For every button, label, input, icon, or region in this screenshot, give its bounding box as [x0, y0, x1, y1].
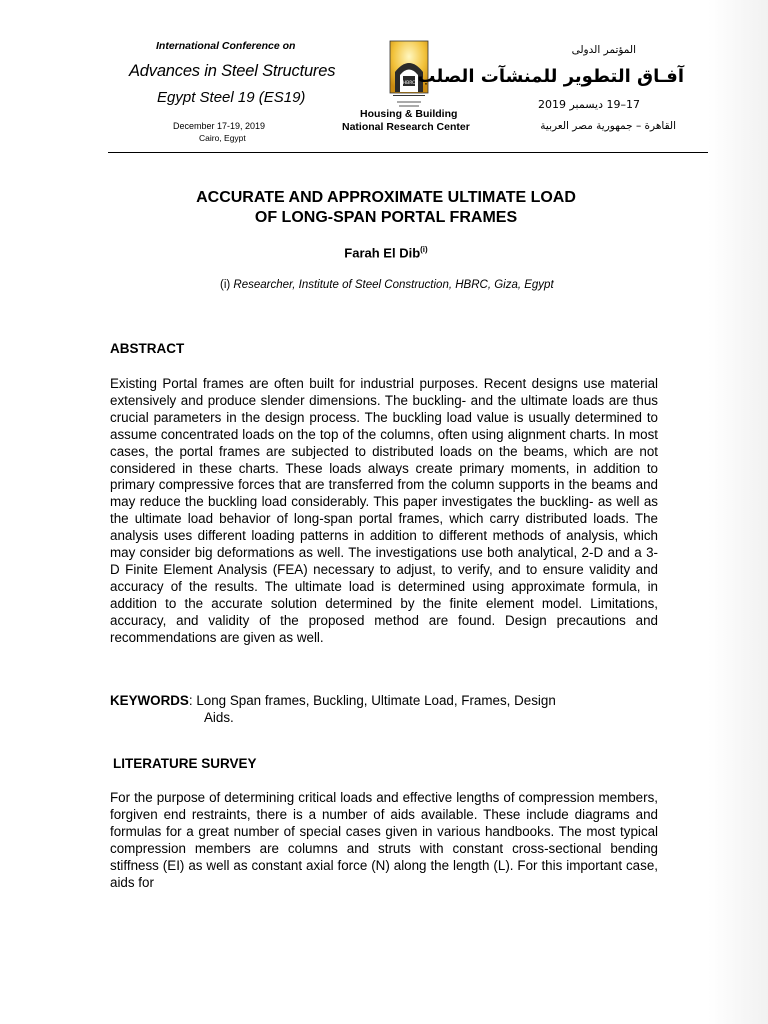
literature-heading: LITERATURE SURVEY [113, 756, 257, 771]
paper-title-line2: OF LONG-SPAN PORTAL FRAMES [254, 209, 518, 226]
arabic-conference-dates: 17–19 ديسمبر 2019 [537, 98, 640, 111]
affiliation-mark: (i) [220, 279, 231, 291]
paper-title-line1: ACCURATE AND APPROXIMATE ULTIMATE LOAD [196, 189, 576, 206]
hbrc-logo-text: HBRC [402, 81, 416, 86]
abstract-heading: ABSTRACT [110, 341, 185, 356]
affiliation-text: Researcher, Institute of Steel Construction, HBRC, Giza, Egypt [233, 279, 554, 291]
arabic-conference-label: المؤتمر الدولى [571, 44, 636, 56]
keywords-text: : Long Span frames, Buckling, Ultimate Load, Frames, Design [188, 693, 556, 708]
keywords-label: KEYWORDS [110, 693, 189, 708]
author-name: Farah El Dib [344, 245, 421, 261]
conference-name: Advances in Steel Structures [129, 62, 336, 80]
conference-edition: Egypt Steel 19 (ES19) [157, 89, 306, 106]
author [108, 245, 664, 260]
hbrc-name-line2: National Research Center [342, 121, 470, 133]
page-edge-shadow [708, 0, 768, 1024]
keywords [110, 693, 658, 727]
keywords-text-cont: Aids. [204, 709, 234, 725]
hbrc-name-line1: Housing & Building [360, 108, 458, 120]
affiliation [220, 279, 554, 291]
author-mark: (i) [420, 245, 428, 254]
arabic-conference-name: آفـاق التطوير للمنشآت الصلب [417, 66, 684, 87]
literature-text: For the purpose of determining critical loads and effective lengths of compression members, forgiven end restraints, there is a number of aids available. These include diagrams and formulas for a great number of special cases given in various handbooks. The most typical compression members are columns and struts with constant cross-sectional bending stiffness (EI) as well as constant axial force (N) along the length (L). For this important case, aids for [110, 790, 658, 890]
conference-dates: December 17-19, 2019 [173, 121, 266, 131]
arabic-conference-city: القاهرة – جمهورية مصر العربية [540, 120, 676, 132]
conference-intro: International Conference on [156, 40, 296, 52]
conference-city: Cairo, Egypt [199, 133, 246, 143]
conference-header [108, 26, 708, 153]
abstract-text: Existing Portal frames are often built for industrial purposes. Recent designs use material extensively and produce slender dimensions. The buckling- and the ultimate loads are thus crucial parameters in the design process. The buckling load value is usually determined to assume concentrated loads on the top of the columns, often using alignment charts. In most cases, the portal frames are subjected to distributed loads on the beams, which are not considered in these charts. These loads always create primary moments, in addition to primary compressive forces that are transferred from the column supports in the beams and may reduce the buckling load considerably. This paper investigates the buckling- as well as the ultimate load behavior of long-span portal frames, which carry distributed loads. The analysis uses different loading patterns in addition to different methods of analysis, which may consider big deformations as well. The investigations use both analytical, 2-D and a 3-D Finite Element Analysis (FEA) necessary to adjust, to verify, and to ensure validity and accuracy of the results. The ultimate load is determined using approximate formula, in addition to the accurate solution determined by the finite element model. Limitations, accuracy, and validity of the proposed method are found. Design precautions and recommendations are given as well. [110, 376, 658, 645]
